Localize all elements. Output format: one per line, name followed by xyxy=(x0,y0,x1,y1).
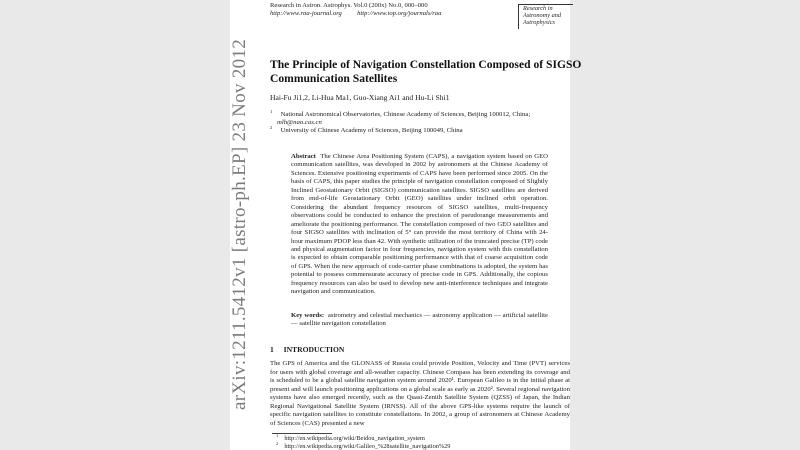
logo-line-1: Research in xyxy=(523,5,553,12)
logo-line-3: Astrophysics xyxy=(523,19,555,27)
journal-urls xyxy=(270,10,441,17)
paper-title-line-1: The Principle of Navigation Constellation Composed of SIGSO xyxy=(270,58,582,71)
footnote-2 xyxy=(276,440,451,450)
author-list: Hai-Fu Ji1,2, Li-Hua Ma1, Guo-Xiang Ai1 and Hu-Li Shi1 xyxy=(270,93,450,102)
keywords-text: astrometry and celestial mechanics — astronomy application — artificial satellite — satellite navigation constellation xyxy=(291,312,548,328)
affiliation-2 xyxy=(270,124,463,134)
affiliation-2-number: 2 xyxy=(270,124,273,130)
footnote-1 xyxy=(276,432,425,442)
affiliation-1 xyxy=(270,108,531,118)
abstract xyxy=(291,153,548,297)
footnote-2-link[interactable]: http://en.wikipedia.org/wiki/Galileo_%28satellite_navigation%29 xyxy=(284,443,451,450)
footnote-2-number: 2 xyxy=(276,440,279,446)
journal-url-1[interactable]: http://www.raa-journal.org xyxy=(270,10,342,17)
journal-line: Research in Astron. Astrophys. Vol.0 (200x) No.0, 000–000 xyxy=(270,2,428,9)
section-title: INTRODUCTION xyxy=(283,345,345,354)
logo-line-2: Astronomy and xyxy=(523,12,562,20)
section-number: 1 xyxy=(270,345,274,354)
paper-title-line-2: Communication Satellites xyxy=(270,72,398,85)
footnote-rule xyxy=(272,433,332,434)
footnote-1-number: 1 xyxy=(276,432,279,438)
keywords-label: Key words: xyxy=(291,312,325,319)
abstract-text: The Chinese Area Positioning System (CAPS), a navigation system based on GEO communication satellites, was developed in 2002 by astronomers at the Chinese Academy of Sciences. Extensive positioning experiments of CAPS have been performed since 2005. On the basis of CAPS, this paper studies the principle of navigation constellation composed of Slightly Inclined Geostationary Orbit (SIGSO) communication satellites. SIGSO satellites are derived from end-of-life Geostationary Orbit (GEO) satellites under inclined orbit operation. Considering the abundant frequency resources of SIGSO satellites, multi-frequency observations could be conducted to enhance the precision of pseudorange measurements and ameliorate the positioning performance. The constellation composed of two GEO satellites and four SIGSO satellites with inclination of 5° can provide the most territory of China with 24-hour maximum PDOP less than 42. With synthetic utilization of the truncated precise (TP) code and physical augmentation factor in four frequencies, navigation system with this constellation is expected to obtain comparable positioning performance with that of coarse acquisition code of GPS. When the new approach of code-carrier phase combinations is adopted, the system has potential to possess commensurate accuracy of precise code in GPS. Additionally, the copious frequency resources can also be used to develop new anti-interference techniques and integrate navigation and communication. xyxy=(291,153,548,296)
introduction-text: The GPS of America and the GLONASS of Russia could provide Position, Velocity and Time (PVT) services for users with global coverage and all-weather capacity. Chinese Compass has been extending its coverage and is scheduled to be a global satellite navigation system around 2020¹. European Galileo is in the initial phase at present and will launch positioning applications on a global scale as early as 2020². Several regional navigation systems have also emerged recently, such as the Quasi-Zenith Satellite System (QZSS) of Japan, the Indian Regional Navigational Satellite System (IRNSS). All of the above GPS-like systems require the launch of specific navigation satellites to constitute constellations. In 2002, a group of astronomers at Chinese Academy of Sciences (CAS) presented a new xyxy=(270,360,570,427)
affiliation-1-text: National Astronomical Observatories, Chinese Academy of Sciences, Beijing 100012, China; xyxy=(280,111,531,118)
abstract-label: Abstract xyxy=(291,153,316,160)
arxiv-stamp: arXiv:1211.5412v1 [astro-ph.EP] 23 Nov 2012 xyxy=(229,38,250,410)
author-email[interactable]: mlh@nao.cas.cn xyxy=(277,119,322,126)
journal-logo xyxy=(518,4,573,29)
journal-url-2[interactable]: http://www.iop.org/journals/raa xyxy=(357,10,442,17)
footnote-1-link[interactable]: http://en.wikipedia.org/wiki/Beidou_navigation_system xyxy=(284,435,425,442)
section-heading xyxy=(270,345,344,354)
keywords xyxy=(291,312,548,329)
affiliation-2-text: University of Chinese Academy of Sciences, Beijing 100049, China xyxy=(280,127,463,134)
affiliation-1-number: 1 xyxy=(270,108,273,114)
